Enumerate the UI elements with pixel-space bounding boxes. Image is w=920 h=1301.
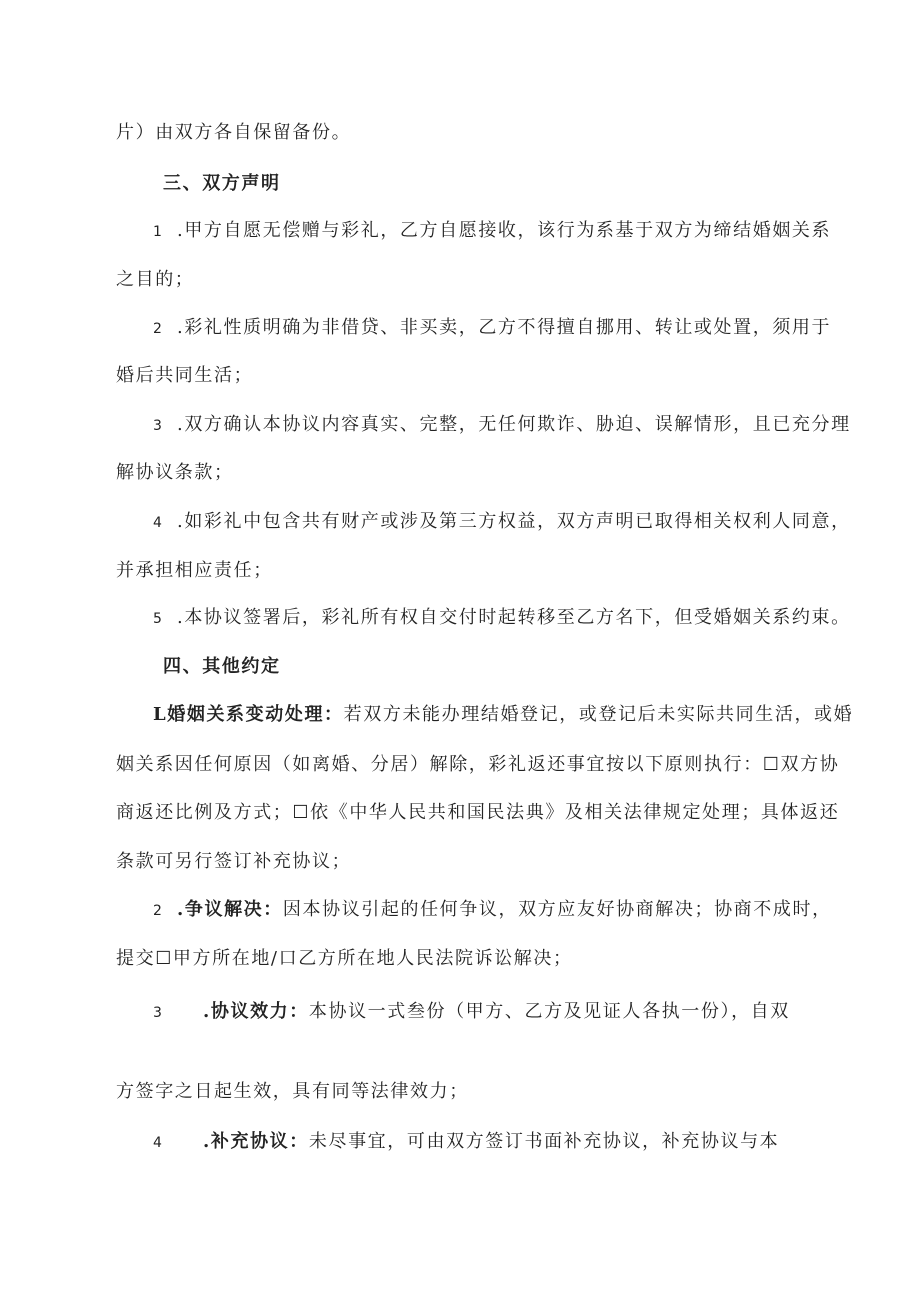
clause-3-3 — [153, 413, 851, 438]
text-line — [116, 461, 234, 485]
paragraph-text: 提交☐甲方所在地/口乙方所在地人民法院诉讼解决； — [116, 948, 573, 969]
text-line — [116, 1080, 469, 1104]
clause-lead: .争议解决： — [177, 899, 283, 920]
clause-text: .本协议签署后，彩礼所有权自交付时起转移至乙方名下，但受婚姻关系约束。 — [177, 607, 851, 628]
clause-lead: .协议效力： — [203, 1001, 309, 1022]
clause-4-1 — [153, 703, 853, 727]
clause-text: .彩礼性质明确为非借贷、非买卖，乙方不得擅自挪用、转让或处置，须用于 — [177, 317, 832, 338]
paragraph-text: 片）由双方各自保留备份。 — [116, 122, 352, 143]
clause-number: 4 — [153, 515, 164, 531]
clause-number: 2 — [153, 903, 164, 919]
paragraph-text: 条款可另行签订补充协议； — [116, 851, 352, 872]
section-heading-3 — [163, 172, 281, 196]
heading-text: 三、双方声明 — [163, 173, 281, 194]
paragraph-text: 之目的； — [116, 269, 195, 290]
clause-text: 若双方未能办理结婚登记，或登记后未实际共同生活，或婚 — [343, 704, 854, 725]
clause-4-3 — [153, 1000, 790, 1025]
clause-4-2 — [153, 898, 832, 923]
clause-text: 未尽事宜，可由双方签订书面补充协议，补充协议与本 — [308, 1131, 780, 1152]
paragraph-text: 姻关系因任何原因（如离婚、分居）解除，彩礼返还事宜按以下原则执行：☐双方协 — [116, 754, 840, 775]
section-heading-4 — [163, 655, 281, 679]
text-line — [116, 801, 839, 825]
clause-number: 4 — [153, 1135, 164, 1151]
paragraph-text: 商返还比例及方式；☐依《中华人民共和国民法典》及相关法律规定处理；具体返还 — [116, 802, 840, 823]
clause-3-2 — [153, 316, 831, 341]
clause-number: 5 — [153, 611, 164, 627]
clause-text: .双方确认本协议内容真实、完整，无任何欺诈、胁迫、误解情形，且已充分理 — [177, 414, 851, 435]
text-line — [116, 753, 839, 777]
clause-text: .甲方自愿无偿赠与彩礼，乙方自愿接收，该行为系基于双方为缔结婚姻关系 — [177, 220, 832, 241]
text-line — [116, 364, 253, 388]
paragraph-text: 并承担相应责任； — [116, 560, 273, 581]
clause-text: 因本协议引起的任何争议，双方应友好协商解决；协商不成时， — [282, 899, 832, 920]
clause-text: .如彩礼中包含共有财产或涉及第三方权益，双方声明已取得相关权利人同意， — [177, 511, 851, 532]
paragraph-text: 方签字之日起生效，具有同等法律效力； — [116, 1081, 469, 1102]
text-line — [116, 268, 194, 292]
clause-number: 2 — [153, 321, 164, 337]
clause-lead: .补充协议： — [203, 1131, 309, 1152]
paragraph-text: 婚后共同生活； — [116, 365, 254, 386]
clause-3-5 — [153, 606, 851, 631]
clause-3-4 — [153, 510, 851, 535]
clause-4-4 — [153, 1130, 779, 1155]
clause-3-1 — [153, 219, 831, 244]
text-line — [116, 121, 351, 145]
clause-number: 1 — [153, 224, 164, 240]
heading-text: 四、其他约定 — [163, 656, 281, 677]
clause-number: 3 — [153, 418, 164, 434]
text-line — [116, 559, 273, 583]
text-line — [116, 850, 351, 874]
clause-text: 本协议一式叁份（甲方、乙方及见证人各执一份），自双 — [308, 1001, 790, 1022]
clause-number: 3 — [153, 1005, 164, 1021]
text-line — [116, 947, 573, 971]
clause-lead: L婚姻关系变动处理： — [153, 704, 344, 725]
paragraph-text: 解协议条款； — [116, 462, 234, 483]
